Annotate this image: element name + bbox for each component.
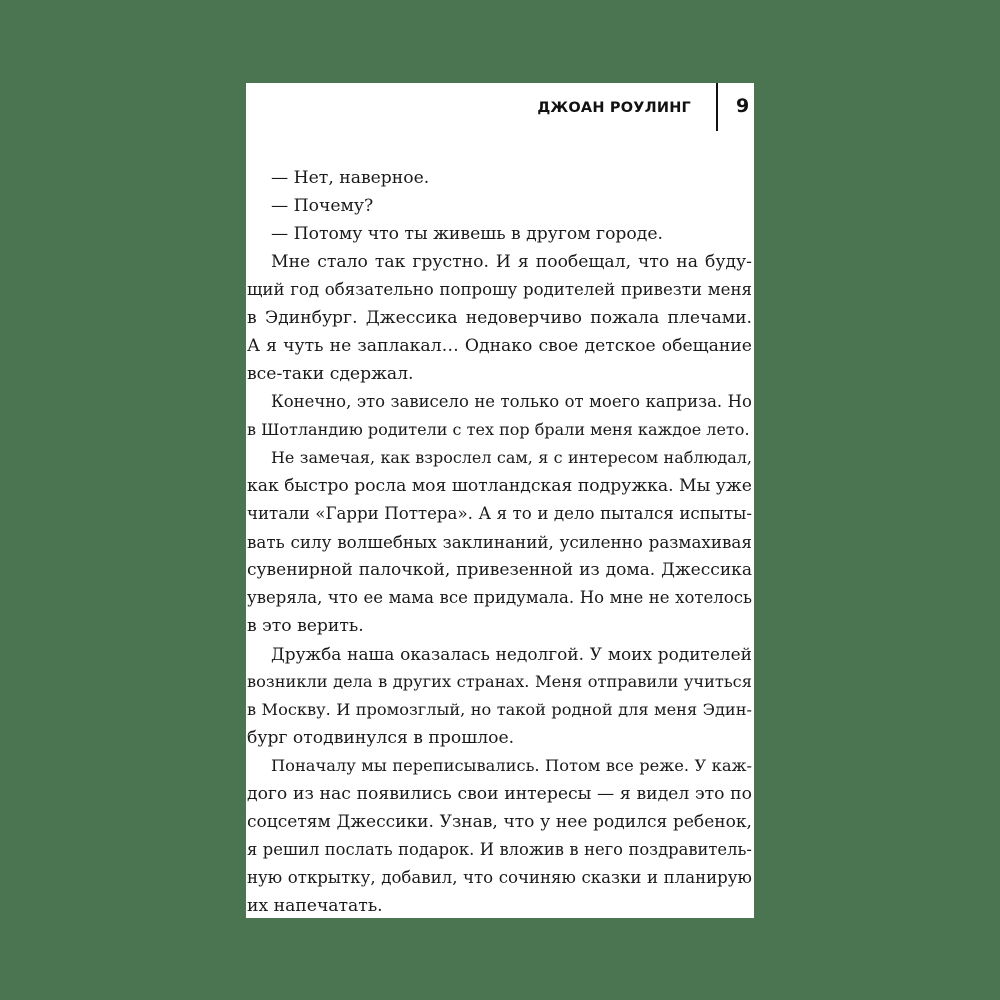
text-line: А я чуть не заплакал… Однако свое детское обещание bbox=[247, 336, 752, 356]
text-line: — Почему? bbox=[271, 196, 374, 216]
text-line: я решил послать подарок. И вложив в него поздравитель- bbox=[247, 840, 752, 859]
text-line: сувенирной палочкой, привезенной из дома. Джессика bbox=[247, 560, 752, 580]
text-line: — Потому что ты живешь в другом городе. bbox=[271, 224, 663, 244]
text-line: соцсетям Джессики. Узнав, что у нее родился ребенок, bbox=[247, 812, 752, 832]
text-line: возникли дела в других странах. Меня отправили учиться bbox=[247, 672, 752, 691]
text-line: щий год обязательно попрошу родителей привезти меня bbox=[247, 280, 752, 299]
text-line: в Шотландию родители с тех пор брали меня каждое лето. bbox=[247, 420, 750, 439]
running-head-author: ДЖОАН РОУЛИНГ bbox=[537, 100, 691, 116]
text-line: Конечно, это зависело не только от моего каприза. Но bbox=[271, 392, 752, 411]
page-number: 9 bbox=[736, 95, 750, 117]
header-divider bbox=[716, 83, 718, 131]
text-line: их напечатать. bbox=[247, 896, 383, 916]
text-line: уверяла, что ее мама все придумала. Но мне не хотелось bbox=[247, 588, 752, 607]
text-line: ную открытку, добавил, что сочиняю сказки и планирую bbox=[247, 868, 752, 887]
text-line: все-таки сдержал. bbox=[247, 364, 414, 384]
text-line: в Москву. И промозглый, но такой родной для меня Эдин- bbox=[247, 700, 752, 719]
text-line: Мне стало так грустно. И я пообещал, что на буду- bbox=[271, 252, 752, 272]
text-line: дого из нас появились свои интересы — я видел это по bbox=[247, 784, 752, 804]
text-line: в Эдинбург. Джессика недоверчиво пожала плечами. bbox=[247, 308, 752, 328]
book-page bbox=[246, 83, 754, 918]
text-line: Поначалу мы переписывались. Потом все реже. У каж- bbox=[271, 756, 752, 775]
text-line: как быстро росла моя шотландская подружка. Мы уже bbox=[247, 476, 752, 496]
text-line: бург отодвинулся в прошлое. bbox=[247, 728, 515, 748]
text-line: читали «Гарри Поттера». А я то и дело пытался испыты- bbox=[247, 504, 752, 523]
text-line: — Нет, наверное. bbox=[271, 168, 430, 188]
text-line: Не замечая, как взрослел сам, я с интересом наблюдал, bbox=[271, 448, 752, 467]
text-line: Дружба наша оказалась недолгой. У моих родителей bbox=[271, 644, 752, 664]
body-text bbox=[247, 164, 752, 920]
text-line: вать силу волшебных заклинаний, усиленно размахивая bbox=[247, 532, 752, 552]
text-line: в это верить. bbox=[247, 616, 364, 636]
